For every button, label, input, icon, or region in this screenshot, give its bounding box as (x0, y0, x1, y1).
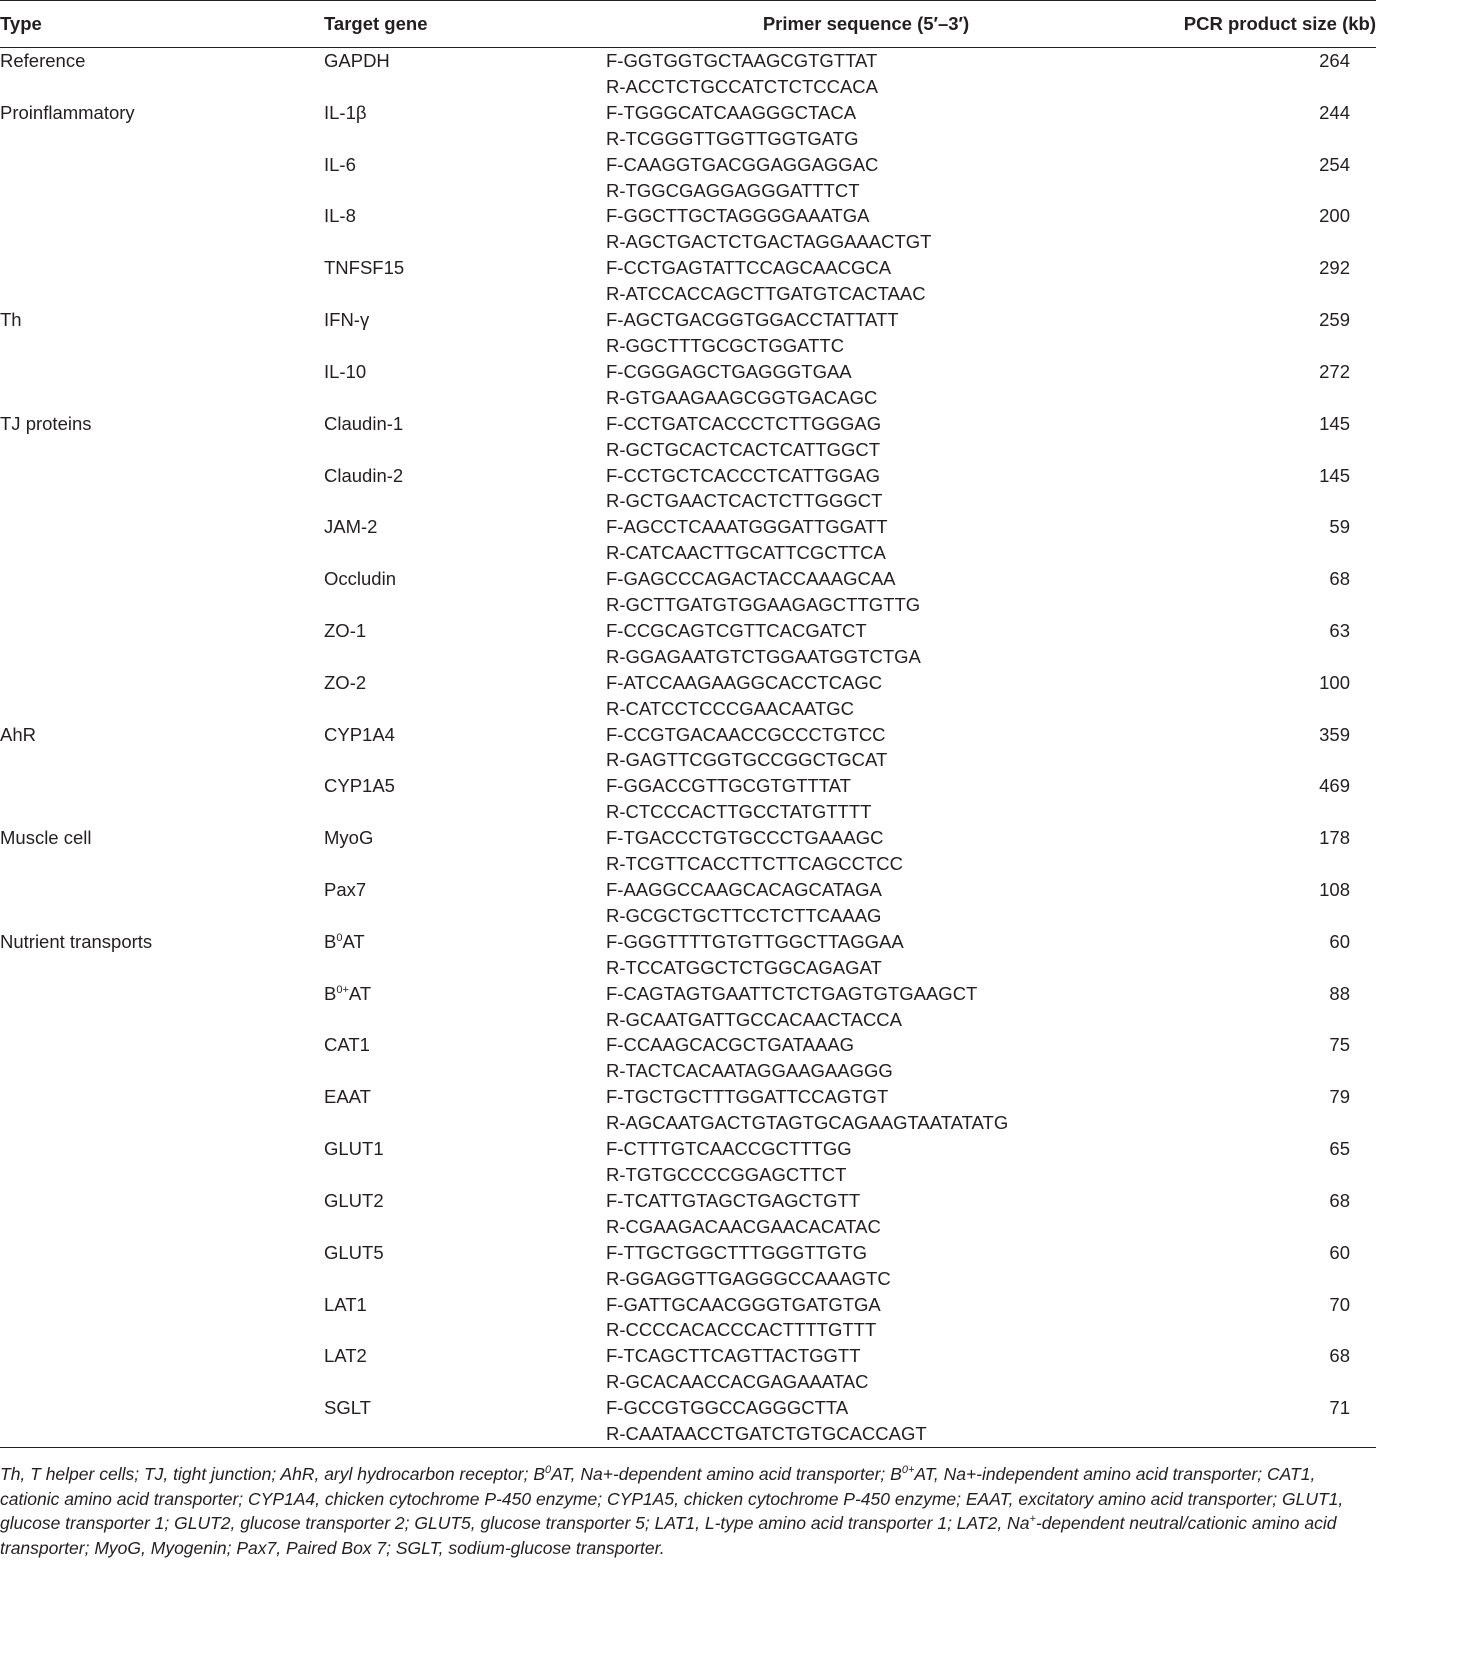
cell-target-gene: ZO-2 (324, 671, 367, 693)
cell-pcr-size: 79 (1329, 1086, 1350, 1108)
reverse-primer: R-TCGTTCACCTTCTTCAGCCTCC (606, 853, 903, 875)
forward-primer: F-AGCCTCAAATGGGATTGGATT (606, 516, 888, 538)
cell-target-gene: ZO-1 (324, 619, 367, 641)
table-row (0, 825, 1376, 877)
cell-pcr-size: 100 (1319, 671, 1350, 693)
cell-type: TJ proteins (0, 412, 92, 434)
table-row (0, 1343, 1376, 1395)
cell-target-gene (324, 981, 606, 1033)
cell-target-gene: Pax7 (324, 879, 367, 900)
gene-base: B (324, 982, 337, 1004)
cell-primer-sequence (606, 1395, 1126, 1447)
cell-pcr-size: 70 (1329, 1293, 1350, 1315)
reverse-primer: R-TCGGGTTGGTTGGTGATG (606, 127, 859, 149)
reverse-primer: R-GCAATGATTGCCACAACTACCA (606, 1008, 903, 1030)
forward-primer: F-CCTGATCACCCTCTTGGGAG (606, 412, 882, 434)
table-row (0, 463, 1376, 515)
cell-pcr-size: 469 (1319, 775, 1350, 797)
forward-primer: F-TGCTGCTTTGGATTCCAGTGT (606, 1086, 889, 1108)
cell-pcr-size: 68 (1329, 568, 1350, 590)
footnote-sup-1: 0 (545, 1464, 552, 1477)
table-row (0, 359, 1376, 411)
gene-superscript: 0 (336, 931, 343, 944)
forward-primer: F-TCAGCTTCAGTTACTGGTT (606, 1345, 861, 1367)
cell-type (0, 463, 324, 515)
cell-target-gene: GLUT2 (324, 1189, 384, 1211)
reverse-primer: R-GGAGAATGTCTGGAATGGTCTGA (606, 645, 921, 667)
table-row (0, 1240, 1376, 1292)
cell-type (0, 514, 324, 566)
cell-target-gene: TNFSF15 (324, 257, 405, 279)
cell-type (0, 152, 324, 204)
reverse-primer: R-CCCCACACCCACTTTTGTTT (606, 1319, 877, 1341)
cell-primer-sequence (606, 203, 1126, 255)
forward-primer: F-TGGGCATCAAGGGCTACA (606, 101, 857, 123)
reverse-primer: R-GCGCTGCTTCCTCTTCAAAG (606, 904, 882, 926)
cell-target-gene: GLUT1 (324, 1138, 384, 1160)
reverse-primer: R-GCTGCACTCACTCATTGGCT (606, 438, 881, 460)
table-row (0, 1084, 1376, 1136)
forward-primer: F-ATCCAAGAAGGCACCTCAGC (606, 671, 883, 693)
cell-target-gene: Claudin-2 (324, 464, 404, 486)
cell-target-gene: IL-1β (324, 101, 367, 123)
header-pcr-size: PCR product size (kb) (1126, 1, 1376, 48)
gene-suffix: AT (348, 982, 372, 1004)
cell-pcr-size: 88 (1329, 982, 1350, 1004)
table-row (0, 255, 1376, 307)
cell-target-gene: LAT1 (324, 1293, 367, 1315)
table-row (0, 411, 1376, 463)
cell-type (0, 566, 324, 618)
cell-type (0, 255, 324, 307)
forward-primer: F-GAGCCCAGACTACCAAAGCAA (606, 568, 896, 590)
cell-type (0, 1188, 324, 1240)
forward-primer: F-AGCTGACGGTGGACCTATTATT (606, 309, 899, 331)
cell-primer-sequence (606, 1084, 1126, 1136)
forward-primer: F-CCGCAGTCGTTCACGATCT (606, 619, 867, 641)
cell-type (0, 1136, 324, 1188)
forward-primer: F-CCTGCTCACCCTCATTGGAG (606, 464, 881, 486)
table-row (0, 929, 1376, 981)
cell-primer-sequence (606, 773, 1126, 825)
forward-primer: F-GCCGTGGCCAGGGCTTA (606, 1397, 849, 1419)
cell-target-gene: JAM-2 (324, 516, 378, 538)
forward-primer: F-GGGTTTTGTGTTGGCTTAGGAA (606, 930, 904, 952)
cell-pcr-size: 68 (1329, 1189, 1350, 1211)
cell-type (0, 1240, 324, 1292)
table-footnote (0, 1462, 1376, 1560)
table-row (0, 1032, 1376, 1084)
cell-primer-sequence (606, 1188, 1126, 1240)
reverse-primer: R-GGAGGTTGAGGGCCAAAGTC (606, 1267, 891, 1289)
cell-pcr-size: 60 (1329, 930, 1350, 952)
cell-target-gene: CYP1A4 (324, 723, 395, 745)
table-row (0, 981, 1376, 1033)
footnote-text-2: AT, Na+-dependent amino acid transporter; B (551, 1464, 902, 1484)
cell-pcr-size: 145 (1319, 412, 1350, 434)
cell-pcr-size: 264 (1319, 50, 1350, 71)
cell-type: Th (0, 309, 22, 331)
cell-pcr-size: 59 (1329, 516, 1350, 538)
reverse-primer: R-GCTGAACTCACTCTTGGGCT (606, 490, 883, 512)
forward-primer: F-GGCTTGCTAGGGGAAATGA (606, 205, 870, 227)
cell-type (0, 203, 324, 255)
cell-target-gene: SGLT (324, 1395, 606, 1447)
reverse-primer: R-CATCAACTTGCATTCGCTTCA (606, 542, 886, 564)
table-row (0, 514, 1376, 566)
cell-primer-sequence (606, 566, 1126, 618)
forward-primer: F-CCAAGCACGCTGATAAAG (606, 1034, 855, 1056)
cell-target-gene: IFN-γ (324, 309, 370, 331)
cell-primer-sequence (606, 100, 1126, 152)
table-row (0, 566, 1376, 618)
table-row (0, 722, 1376, 774)
reverse-primer: R-ATCCACCAGCTTGATGTCACTAAC (606, 283, 926, 305)
cell-type (0, 981, 324, 1033)
reverse-primer: R-TGTGCCCCGGAGCTTCT (606, 1163, 847, 1185)
header-primer-sequence: Primer sequence (5′–3′) (606, 1, 1126, 48)
cell-target-gene: GAPDH (324, 50, 390, 71)
cell-primer-sequence (606, 48, 1126, 100)
reverse-primer: R-CGAAGACAACGAACACATAC (606, 1215, 881, 1237)
cell-type (0, 359, 324, 411)
cell-primer-sequence (606, 463, 1126, 515)
cell-type (0, 773, 324, 825)
forward-primer: F-CCGTGACAACCGCCCTGTCC (606, 723, 886, 745)
cell-type: AhR (0, 723, 36, 745)
forward-primer: F-CTTTGTCAACCGCTTTGG (606, 1138, 852, 1160)
cell-target-gene (324, 929, 606, 981)
header-row (0, 1, 1376, 48)
table-row (0, 773, 1376, 825)
cell-target-gene: GLUT5 (324, 1241, 384, 1263)
cell-primer-sequence (606, 514, 1126, 566)
table-row (0, 203, 1376, 255)
cell-pcr-size: 108 (1319, 879, 1350, 900)
cell-pcr-size: 63 (1329, 619, 1350, 641)
cell-primer-sequence (606, 670, 1126, 722)
footnote-sup-3: + (1029, 1513, 1036, 1526)
cell-pcr-size: 68 (1329, 1345, 1350, 1367)
reverse-primer: R-ACCTCTGCCATCTCTCCACA (606, 75, 878, 97)
reverse-primer: R-TACTCACAATAGGAAGAAGGG (606, 1060, 893, 1082)
cell-target-gene: IL-8 (324, 205, 356, 227)
cell-primer-sequence (606, 359, 1126, 411)
forward-primer: F-CAGTAGTGAATTCTCTGAGTGTGAAGCT (606, 982, 978, 1004)
forward-primer: F-CAAGGTGACGGAGGAGGAC (606, 153, 879, 175)
cell-pcr-size: 145 (1319, 464, 1350, 486)
cell-primer-sequence (606, 411, 1126, 463)
cell-primer-sequence (606, 307, 1126, 359)
cell-pcr-size: 254 (1319, 153, 1350, 175)
cell-primer-sequence (606, 877, 1126, 929)
cell-pcr-size: 292 (1319, 257, 1350, 279)
reverse-primer: R-GCACAACCACGAGAAATAC (606, 1371, 869, 1393)
cell-type (0, 618, 324, 670)
forward-primer: F-GGTGGTGCTAAGCGTGTTAT (606, 50, 878, 71)
table-header (0, 1, 1376, 48)
cell-target-gene: LAT2 (324, 1345, 367, 1367)
forward-primer: F-AAGGCCAAGCACAGCATAGA (606, 879, 882, 900)
cell-type (0, 1395, 324, 1447)
cell-primer-sequence (606, 722, 1126, 774)
cell-primer-sequence (606, 1136, 1126, 1188)
cell-type (0, 1032, 324, 1084)
reverse-primer: R-GCTTGATGTGGAAGAGCTTGTTG (606, 594, 921, 616)
cell-pcr-size: 272 (1319, 360, 1350, 382)
footnote-text-3: AT, Na+-independent amino acid transporter; CAT1, cationic amino acid transporter; CYP1A4, chicken cytochrome P-450 enzyme; CYP1A5, chicken cytochrome P-450 enzyme; EAAT, excitatory amino acid transporter; GLUT1, glucose transporter 1; GLUT2, glucose transporter 2; GLUT5, glucose transporter 5; LAT1, L-type amino acid transporter 1; LAT2, Na (0, 1464, 1344, 1533)
reverse-primer: R-GGCTTTGCGCTGGATTC (606, 334, 845, 356)
table-row (0, 48, 1376, 100)
table-body (0, 48, 1376, 1448)
forward-primer: F-CGGGAGCTGAGGGTGAA (606, 360, 852, 382)
table-row (0, 152, 1376, 204)
table-row (0, 1188, 1376, 1240)
cell-pcr-size: 60 (1329, 1241, 1350, 1263)
cell-type (0, 1084, 324, 1136)
cell-pcr-size: 359 (1319, 723, 1350, 745)
cell-target-gene: MyoG (324, 827, 374, 849)
forward-primer: F-TCATTGTAGCTGAGCTGTT (606, 1189, 861, 1211)
table-row (0, 1292, 1376, 1344)
header-type: Type (0, 1, 324, 48)
cell-target-gene: Occludin (324, 568, 396, 590)
cell-primer-sequence (606, 1343, 1126, 1395)
cell-target-gene: IL-10 (324, 360, 367, 382)
reverse-primer: R-AGCAATGACTGTAGTGCAGAAGTAATATATG (606, 1112, 1009, 1134)
cell-type: Reference (0, 50, 86, 71)
cell-primer-sequence (606, 981, 1126, 1033)
cell-target-gene: IL-6 (324, 153, 356, 175)
forward-primer: F-TGACCCTGTGCCCTGAAAGC (606, 827, 884, 849)
forward-primer: F-TTGCTGGCTTTGGGTTGTG (606, 1241, 868, 1263)
reverse-primer: R-CATCCTCCCGAACAATGC (606, 697, 855, 719)
reverse-primer: R-TGGCGAGGAGGGATTTCT (606, 179, 860, 201)
table-row (0, 618, 1376, 670)
header-target-gene: Target gene (324, 1, 606, 48)
cell-pcr-size: 75 (1329, 1034, 1350, 1056)
forward-primer: F-CCTGAGTATTCCAGCAACGCA (606, 257, 892, 279)
cell-pcr-size: 200 (1319, 205, 1350, 227)
cell-primer-sequence (606, 1240, 1126, 1292)
gene-superscript: 0+ (336, 983, 349, 996)
forward-primer: F-GGACCGTTGCGTGTTTAT (606, 775, 851, 797)
cell-pcr-size: 71 (1126, 1395, 1376, 1447)
cell-target-gene: CYP1A5 (324, 775, 395, 797)
cell-primer-sequence (606, 618, 1126, 670)
reverse-primer: R-AGCTGACTCTGACTAGGAAACTGT (606, 231, 932, 253)
table-row (0, 100, 1376, 152)
cell-pcr-size: 65 (1329, 1138, 1350, 1160)
table-row (0, 670, 1376, 722)
forward-primer: F-GATTGCAACGGGTGATGTGA (606, 1293, 881, 1315)
cell-primer-sequence (606, 1292, 1126, 1344)
cell-type: Proinflammatory (0, 101, 135, 123)
footnote-text-1: Th, T helper cells; TJ, tight junction; AhR, aryl hydrocarbon receptor; B (0, 1464, 546, 1484)
cell-primer-sequence (606, 825, 1126, 877)
table-row (0, 1136, 1376, 1188)
cell-type (0, 877, 324, 929)
cell-type: Muscle cell (0, 827, 92, 849)
cell-type (0, 1292, 324, 1344)
cell-target-gene: Claudin-1 (324, 412, 404, 434)
gene-suffix: AT (342, 930, 365, 952)
table-row (0, 307, 1376, 359)
cell-target-gene: CAT1 (324, 1034, 370, 1056)
gene-base: B (324, 930, 337, 952)
table-row (0, 877, 1376, 929)
reverse-primer: R-GTGAAGAAGCGGTGACAGC (606, 386, 878, 408)
footnote-sup-2: 0+ (901, 1464, 915, 1477)
cell-pcr-size: 178 (1319, 827, 1350, 849)
reverse-primer: R-GAGTTCGGTGCCGGCTGCAT (606, 749, 888, 771)
cell-target-gene: EAAT (324, 1086, 371, 1108)
cell-type (0, 1343, 324, 1395)
cell-primer-sequence (606, 929, 1126, 981)
cell-primer-sequence (606, 1032, 1126, 1084)
cell-type: Nutrient transports (0, 930, 153, 952)
reverse-primer: R-TCCATGGCTCTGGCAGAGAT (606, 956, 882, 978)
cell-type (0, 670, 324, 722)
cell-pcr-size: 259 (1319, 309, 1350, 331)
cell-primer-sequence (606, 255, 1126, 307)
table-row (0, 1395, 1376, 1447)
reverse-primer: R-CAATAACCTGATCTGTGCACCAGT (606, 1423, 927, 1445)
cell-primer-sequence (606, 152, 1126, 204)
cell-pcr-size: 244 (1319, 101, 1350, 123)
footnote-text-4: -dependent neutral/cationic amino acid transporter; MyoG, Myogenin; Pax7, Paired Box 7; SGLT, sodium-glucose transporter. (0, 1513, 1337, 1558)
reverse-primer: R-CTCCCACTTGCCTATGTTTT (606, 801, 872, 823)
